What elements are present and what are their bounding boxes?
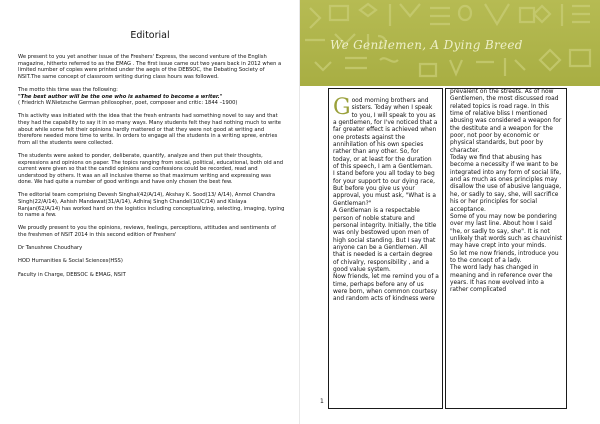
nietzsche-quote: "The best author will be the one who is ashamed to become a writer." — [18, 93, 223, 100]
article-page — [300, 0, 600, 424]
editorial-paragraph: This activity was initiated with the idea that the fresh entrants had something novel to say and that they had the capability to say it in so many ways. Many students felt they had nothing much to write about while some felt their opinions hardly mattered or that they were not good at writing and therefore needed more time to write. In orders to engage all the students in a writing spree, entries from all the students were collected. — [18, 113, 281, 146]
editorial-body — [18, 54, 286, 285]
article-paragraph-text: ood morning brothers and sisters. Today when I speak to you, I will speak to you as a gentlemen, for I've noticed that a far greater effect is achieved when one protests against the annihilation of his own species rather than any other. So, for today, or at least for the duration of this speech, I am a Gentleman. — [333, 98, 438, 171]
editorial-paragraph: We proudly present to you the opinions, reviews, feelings, perceptions, attitudes and sentiments of the freshmen of NSIT 2014 in this second edition of Freshers' — [18, 225, 276, 239]
article-paragraph: The word lady has changed in meaning and in reference over the years. It has now evolved into a rather complicated — [450, 265, 553, 294]
article-title: We Gentlemen, A Dying Breed — [330, 38, 523, 52]
editorial-paragraph: We present to you yet another issue of the Freshers' Express, the second venture of the English magazine, hitherto referred to as the EMAG . The first issue came out two years back in 2012 when a limited number of copies were printed under the aegis of the DEBSOC, the Debating Society of NSIT.The same concept of classroom writing during class hours was followed. — [18, 54, 282, 80]
signature-faculty: Faculty in Charge, DEBSOC & EMAG, NSIT — [18, 271, 126, 278]
article-banner — [300, 0, 600, 86]
drop-cap-letter: G — [333, 95, 351, 120]
article-paragraph — [333, 92, 439, 171]
article-column-2 — [445, 88, 567, 409]
article-paragraph: Today we find that abusing has become a necessity if we want to be integrated into any form of social life, and as much as ones principles may disallow the use of abusive language, he, or sadly to say, she, will sacrifice his or her principles for social acceptance. — [450, 155, 562, 213]
motto-intro: The motto this time was the following: — [18, 86, 118, 93]
article-paragraph: prevalent on the streets. As of now Gentlemen, the most discussed road related topics is road rage. In this time of relative bliss I mentioned abusing was considered a weapon for the destitute and a weapon for the poor, not poor by economic or physical standards, but poor by character. — [450, 89, 562, 154]
motto-block — [18, 87, 286, 94]
article-paragraph: Now friends, let me remind you of a time, perhaps before any of us were born, when common courtesy and random acts of kindness were — [333, 274, 439, 303]
signature-role: HOD Humanities & Social Sciences(HSS) — [18, 258, 123, 265]
article-column-1 — [328, 88, 443, 409]
editorial-paragraph: The editorial team comprising Devesh Singhal(42/A/14), Akshay K. Sood(13/ A/14), Anmol Chandra Singh(22/A/14), Ashish Mandawat(31/A/14), Adhiraj Singh Chandel(10/C/14) and Kislaya Ranjan(62/A/14) has worked hard on the logistics including conceptualizing, selecting, imaging, typing to name a few. — [18, 192, 285, 219]
article-paragraph: A Gentleman is a respectable person of noble stature and personal integrity. Initially, the title was only bestowed upon men of high social standing. But I say that anyone can be a Gentlemen. All that is needed is a certain degree of chivalry, responsibility , and a good value system. — [333, 208, 437, 273]
article-paragraph: So let me now friends, introduce you to the concept of a lady. — [450, 250, 559, 264]
signature-name: Dr Tanushree Choudhary — [18, 245, 83, 252]
article-paragraph: I stand before you all today to beg for your support to our dying race, But before you give us your approval, you must ask, "What is a Gentleman?" — [333, 171, 436, 207]
article-paragraph: Some of you may now be pondering over my last line. About how I said "he, or sadly to say, she". It is not unlikely that words such as chauvinist may have crept into your minds. — [450, 213, 563, 250]
editorial-title: Editorial — [130, 30, 170, 41]
quote-attribution: ( Friedrich W.Nietzsche German philosopher, poet, composer and critic: 1844 –1900) — [18, 100, 238, 107]
page-number: 1 — [320, 398, 324, 405]
editorial-paragraph: The students were asked to ponder, deliberate, quantify, analyze and then put their thoughts, expressions and opinions on paper. The topics ranging from social, political, educational, both old and current were given so that the candid opinions and confessions could be recorded, read and understood by others. It was an all inclusive theme so that maximum writing and expressing was done. We had quite a number of good writings and have only chosen the best few. — [18, 152, 284, 186]
